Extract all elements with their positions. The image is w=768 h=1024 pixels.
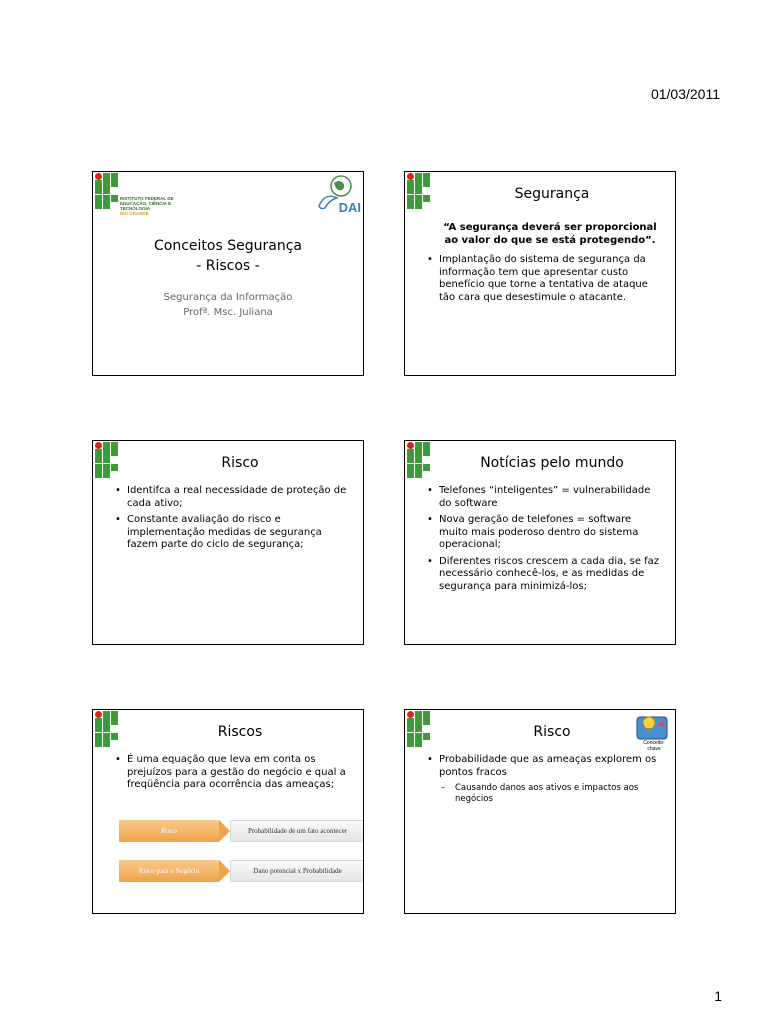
logo-square [407, 202, 414, 209]
bullet-item: • Identifca a real necessidade de proteção de cada ativo; [115, 485, 351, 510]
logo-square [415, 471, 422, 478]
logo-square [103, 740, 110, 747]
logo-square [415, 449, 422, 456]
bullet-item: • Probabilidade que as ameaças explorem os pontos fracos [427, 754, 663, 779]
logo-square [423, 733, 430, 740]
institute-name: INSTITUTO FEDERAL DE EDUCAÇÃO, CIÊNCIA E TECNOLOGIA RIO GRANDE [120, 196, 174, 216]
logo-square [415, 718, 422, 725]
logo-square [407, 740, 414, 747]
slide-subtitle: Segurança da Informação Profª. Msc. Juliana [163, 292, 293, 318]
logo-square [407, 725, 414, 732]
side-word [407, 264, 429, 368]
side-word [95, 533, 117, 637]
logo-square [111, 718, 118, 725]
logo-square [407, 449, 414, 456]
logo-square [103, 442, 110, 449]
logo-square [95, 725, 102, 732]
logo-square [111, 173, 118, 180]
side-word [407, 533, 429, 637]
side-word [95, 802, 117, 906]
bullet-item: • Nova geração de telefones = software muito mais poderoso dentro do sistema operacional; [427, 514, 663, 552]
logo-square [95, 471, 102, 478]
diagram-label: Risco [119, 820, 219, 842]
logo-red-dot [407, 442, 414, 449]
diagram-value: Dano potencial x Probabilidade [230, 860, 364, 882]
slide-4 [404, 440, 676, 645]
institute-logo [407, 173, 431, 209]
diagram-label: Risco para o Negócio [119, 860, 219, 882]
logo-square [95, 718, 102, 725]
logo-square [103, 187, 110, 194]
slide-title: Segurança [514, 186, 590, 202]
logo-square [415, 180, 422, 187]
logo-red-dot [95, 711, 102, 718]
logo-square [95, 733, 102, 740]
slide-3 [92, 440, 364, 645]
slide-title: Notícias pelo mundo [480, 455, 624, 471]
institute-logo [95, 173, 119, 209]
logo-square [423, 180, 430, 187]
diagram-arrow [219, 860, 230, 882]
slide-2 [404, 171, 676, 376]
logo-square [103, 711, 110, 718]
logo-square [95, 180, 102, 187]
logo-square [407, 718, 414, 725]
slide-title: Risco [533, 724, 571, 740]
logo-square [415, 456, 422, 463]
logo-square [103, 733, 110, 740]
logo-square [111, 711, 118, 718]
side-word [407, 802, 429, 906]
logo-square [415, 711, 422, 718]
logo-square [111, 195, 118, 202]
logo-square [423, 718, 430, 725]
logo-square [111, 442, 118, 449]
logo-square [103, 725, 110, 732]
logo-square [103, 471, 110, 478]
page-number: 1 [714, 988, 722, 1004]
slide-5 [92, 709, 364, 914]
institute-logo [407, 711, 431, 747]
slide-body [427, 485, 663, 597]
logo-square [415, 195, 422, 202]
logo-square [95, 456, 102, 463]
institute-logo [95, 442, 119, 478]
diagram-value: Probabilidade de um fato acontecer [230, 820, 364, 842]
logo-square [95, 464, 102, 471]
logo-square [415, 725, 422, 732]
slide-6 [404, 709, 676, 914]
logo-square [415, 187, 422, 194]
concept-label: Conceito- chave [643, 740, 665, 752]
diagram-arrow [219, 820, 230, 842]
slide-body [427, 754, 663, 809]
logo-square [111, 733, 118, 740]
logo-square [423, 464, 430, 471]
logo-square [103, 456, 110, 463]
dai-logo-text: DAI [338, 200, 361, 215]
bullet-item: • Constante avaliação do risco e implementação medidas de segurança fazem parte do ciclo de segurança; [115, 514, 351, 552]
page-date: 01/03/2011 [650, 86, 720, 102]
logo-square [103, 464, 110, 471]
logo-square [407, 464, 414, 471]
logo-red-dot [407, 173, 414, 180]
slide-body [427, 254, 663, 308]
logo-square [103, 449, 110, 456]
logo-square [103, 173, 110, 180]
bullet-item: • Implantação do sistema de segurança da informação tem que apresentar custo benefício que torne a tentativa de ataque tão cara que desestimule o atacante. [427, 254, 663, 304]
logo-square [415, 733, 422, 740]
logo-square [423, 711, 430, 718]
slide-title: Riscos [217, 724, 263, 740]
bullet-item: • Diferentes riscos crescem a cada dia, se faz necessário conhecê-los, e as medidas de segurança para minimizá-los; [427, 556, 663, 594]
logo-square [415, 202, 422, 209]
logo-square [103, 195, 110, 202]
institute-logo [95, 711, 119, 747]
lightbulb-icon [633, 711, 671, 743]
logo-red-dot [95, 442, 102, 449]
logo-square [95, 202, 102, 209]
logo-square [407, 195, 414, 202]
logo-square [103, 718, 110, 725]
logo-square [407, 187, 414, 194]
bullet-item: • Telefones “inteligentes” = vulnerabilidade do software [427, 485, 663, 510]
slide-quote: “A segurança deverá ser proporcional ao valor do que se está protegendo”. [443, 222, 657, 246]
bullet-item: • É uma equação que leva em conta os prejuízos para a gestão do negócio e qual a freqüência para ocorrência das ameaças; [115, 754, 351, 792]
logo-square [95, 195, 102, 202]
logo-square [111, 449, 118, 456]
slide-body [115, 754, 351, 796]
logo-square [407, 471, 414, 478]
slide-title: Risco [221, 455, 259, 471]
logo-square [95, 449, 102, 456]
logo-square [103, 202, 110, 209]
institute-logo [407, 442, 431, 478]
slide-title: Conceitos Segurança - Riscos - [154, 238, 302, 274]
logo-square [103, 180, 110, 187]
logo-square [423, 449, 430, 456]
sub-bullet-item: – Causando danos aos ativos e impactos aos negócios [427, 783, 663, 805]
logo-square [423, 173, 430, 180]
logo-square [111, 464, 118, 471]
slide-body [115, 485, 351, 556]
logo-square [415, 173, 422, 180]
logo-square [95, 187, 102, 194]
logo-square [407, 456, 414, 463]
logo-square [111, 180, 118, 187]
logo-square [423, 195, 430, 202]
logo-square [407, 733, 414, 740]
logo-square [415, 464, 422, 471]
logo-square [95, 740, 102, 747]
logo-square [415, 740, 422, 747]
logo-square [423, 442, 430, 449]
slide-1 [92, 171, 364, 376]
logo-square [407, 180, 414, 187]
logo-red-dot [95, 173, 102, 180]
logo-red-dot [407, 711, 414, 718]
logo-square [415, 442, 422, 449]
